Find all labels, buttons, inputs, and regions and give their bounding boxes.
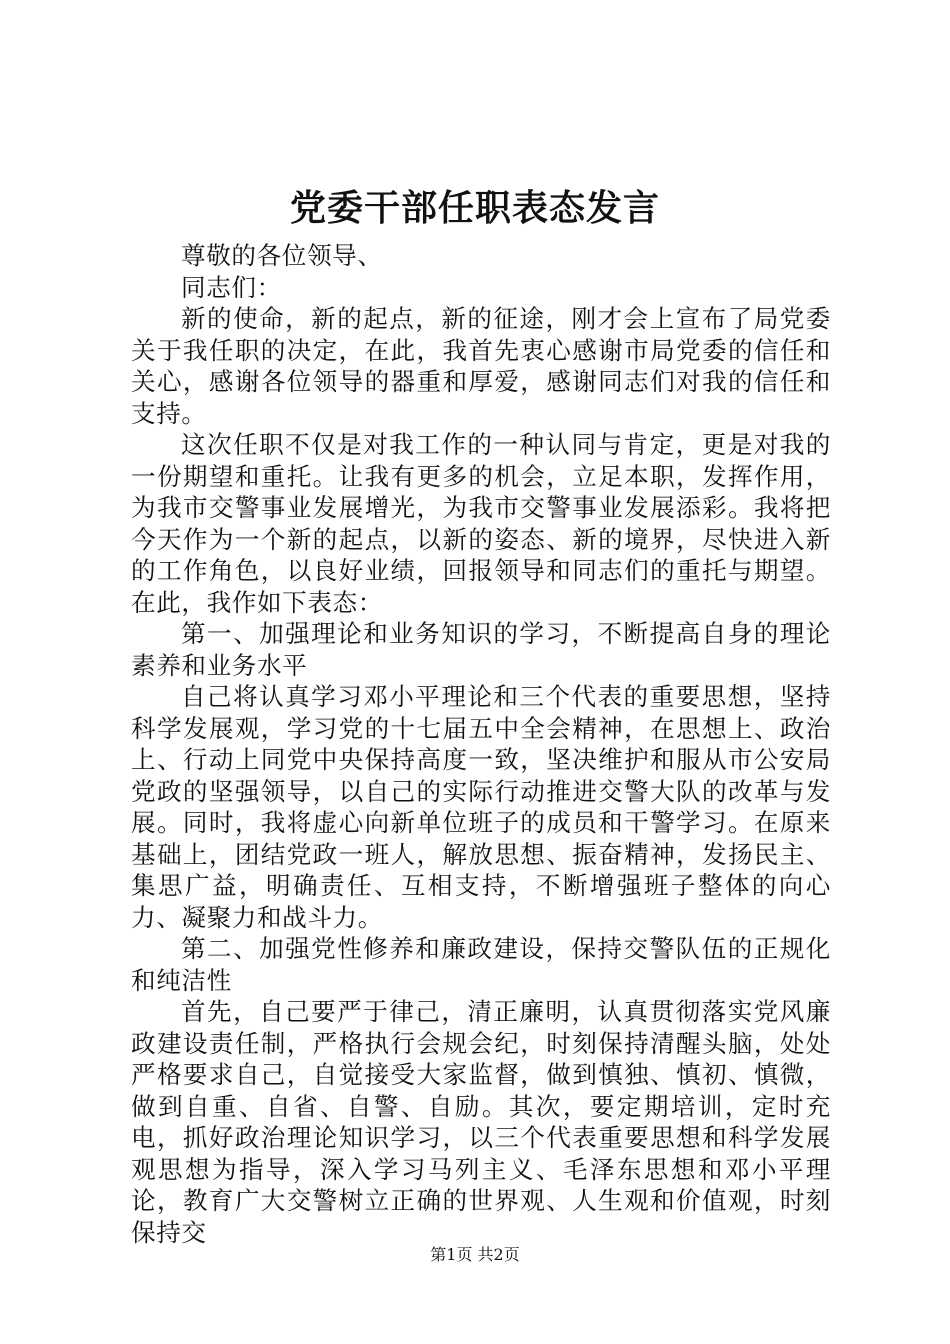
page-number: 第1页 共2页 (430, 1245, 520, 1264)
paragraph-section-2: 首先，自己要严于律己，清正廉明，认真贯彻落实党风廉政建设责任制，严格执行会规会纪，时刻保持清醒头脑，处处严格要求自己，自觉接受大家监督，做到慎独、慎初、慎微，做到自重、自省、自警、自励。其次，要定期培训，定时充电，抓好政治理论知识学习，以三个代表重要思想和科学发展观思想为指导，深入学习马列主义、毛泽东思想和邓小平理论，教育广大交警树立正确的世界观、人生观和价值观，时刻保持交 (131, 997, 831, 1247)
paragraph-commitment: 这次任职不仅是对我工作的一种认同与肯定，更是对我的一份期望和重托。让我有更多的机会，立足本职，发挥作用，为我市交警事业发展增光，为我市交警事业发展添彩。我将把今天作为一个新的起点，以新的姿态、新的境界，尽快进入新的工作角色，以良好业绩，回报领导和同志们的重托与期望。在此，我作如下表态： (131, 430, 831, 617)
section-heading-1: 第一、加强理论和业务知识的学习，不断提高自身的理论素养和业务水平 (131, 619, 831, 680)
document-body (131, 240, 831, 1248)
document-title: 党委干部任职表态发言 (289, 187, 660, 229)
paragraph-section-1: 自己将认真学习邓小平理论和三个代表的重要思想，坚持科学发展观，学习党的十七届五中全会精神，在思想上、政治上、行动上同党中央保持高度一致，坚决维护和服从市公安局党政的坚强领导，以自己的实际行动推进交警大队的改革与发展。同时，我将虚心向新单位班子的成员和干警学习。在原来基础上，团结党政一班人，解放思想、振奋精神，发扬民主、集思广益，明确责任、互相支持，不断增强班子整体的向心力、凝聚力和战斗力。 (131, 682, 831, 932)
paragraph-intro: 新的使命，新的起点，新的征途，刚才会上宣布了局党委关于我任职的决定，在此，我首先衷心感谢市局党委的信任和关心，感谢各位领导的器重和厚爱，感谢同志们对我的信任和支持。 (131, 304, 831, 428)
salutation-line-2: 同志们： (181, 272, 282, 302)
section-heading-2: 第二、加强党性修养和廉政建设，保持交警队伍的正规化和纯洁性 (131, 934, 831, 995)
salutation-line-1: 尊敬的各位领导、 (181, 241, 383, 270)
